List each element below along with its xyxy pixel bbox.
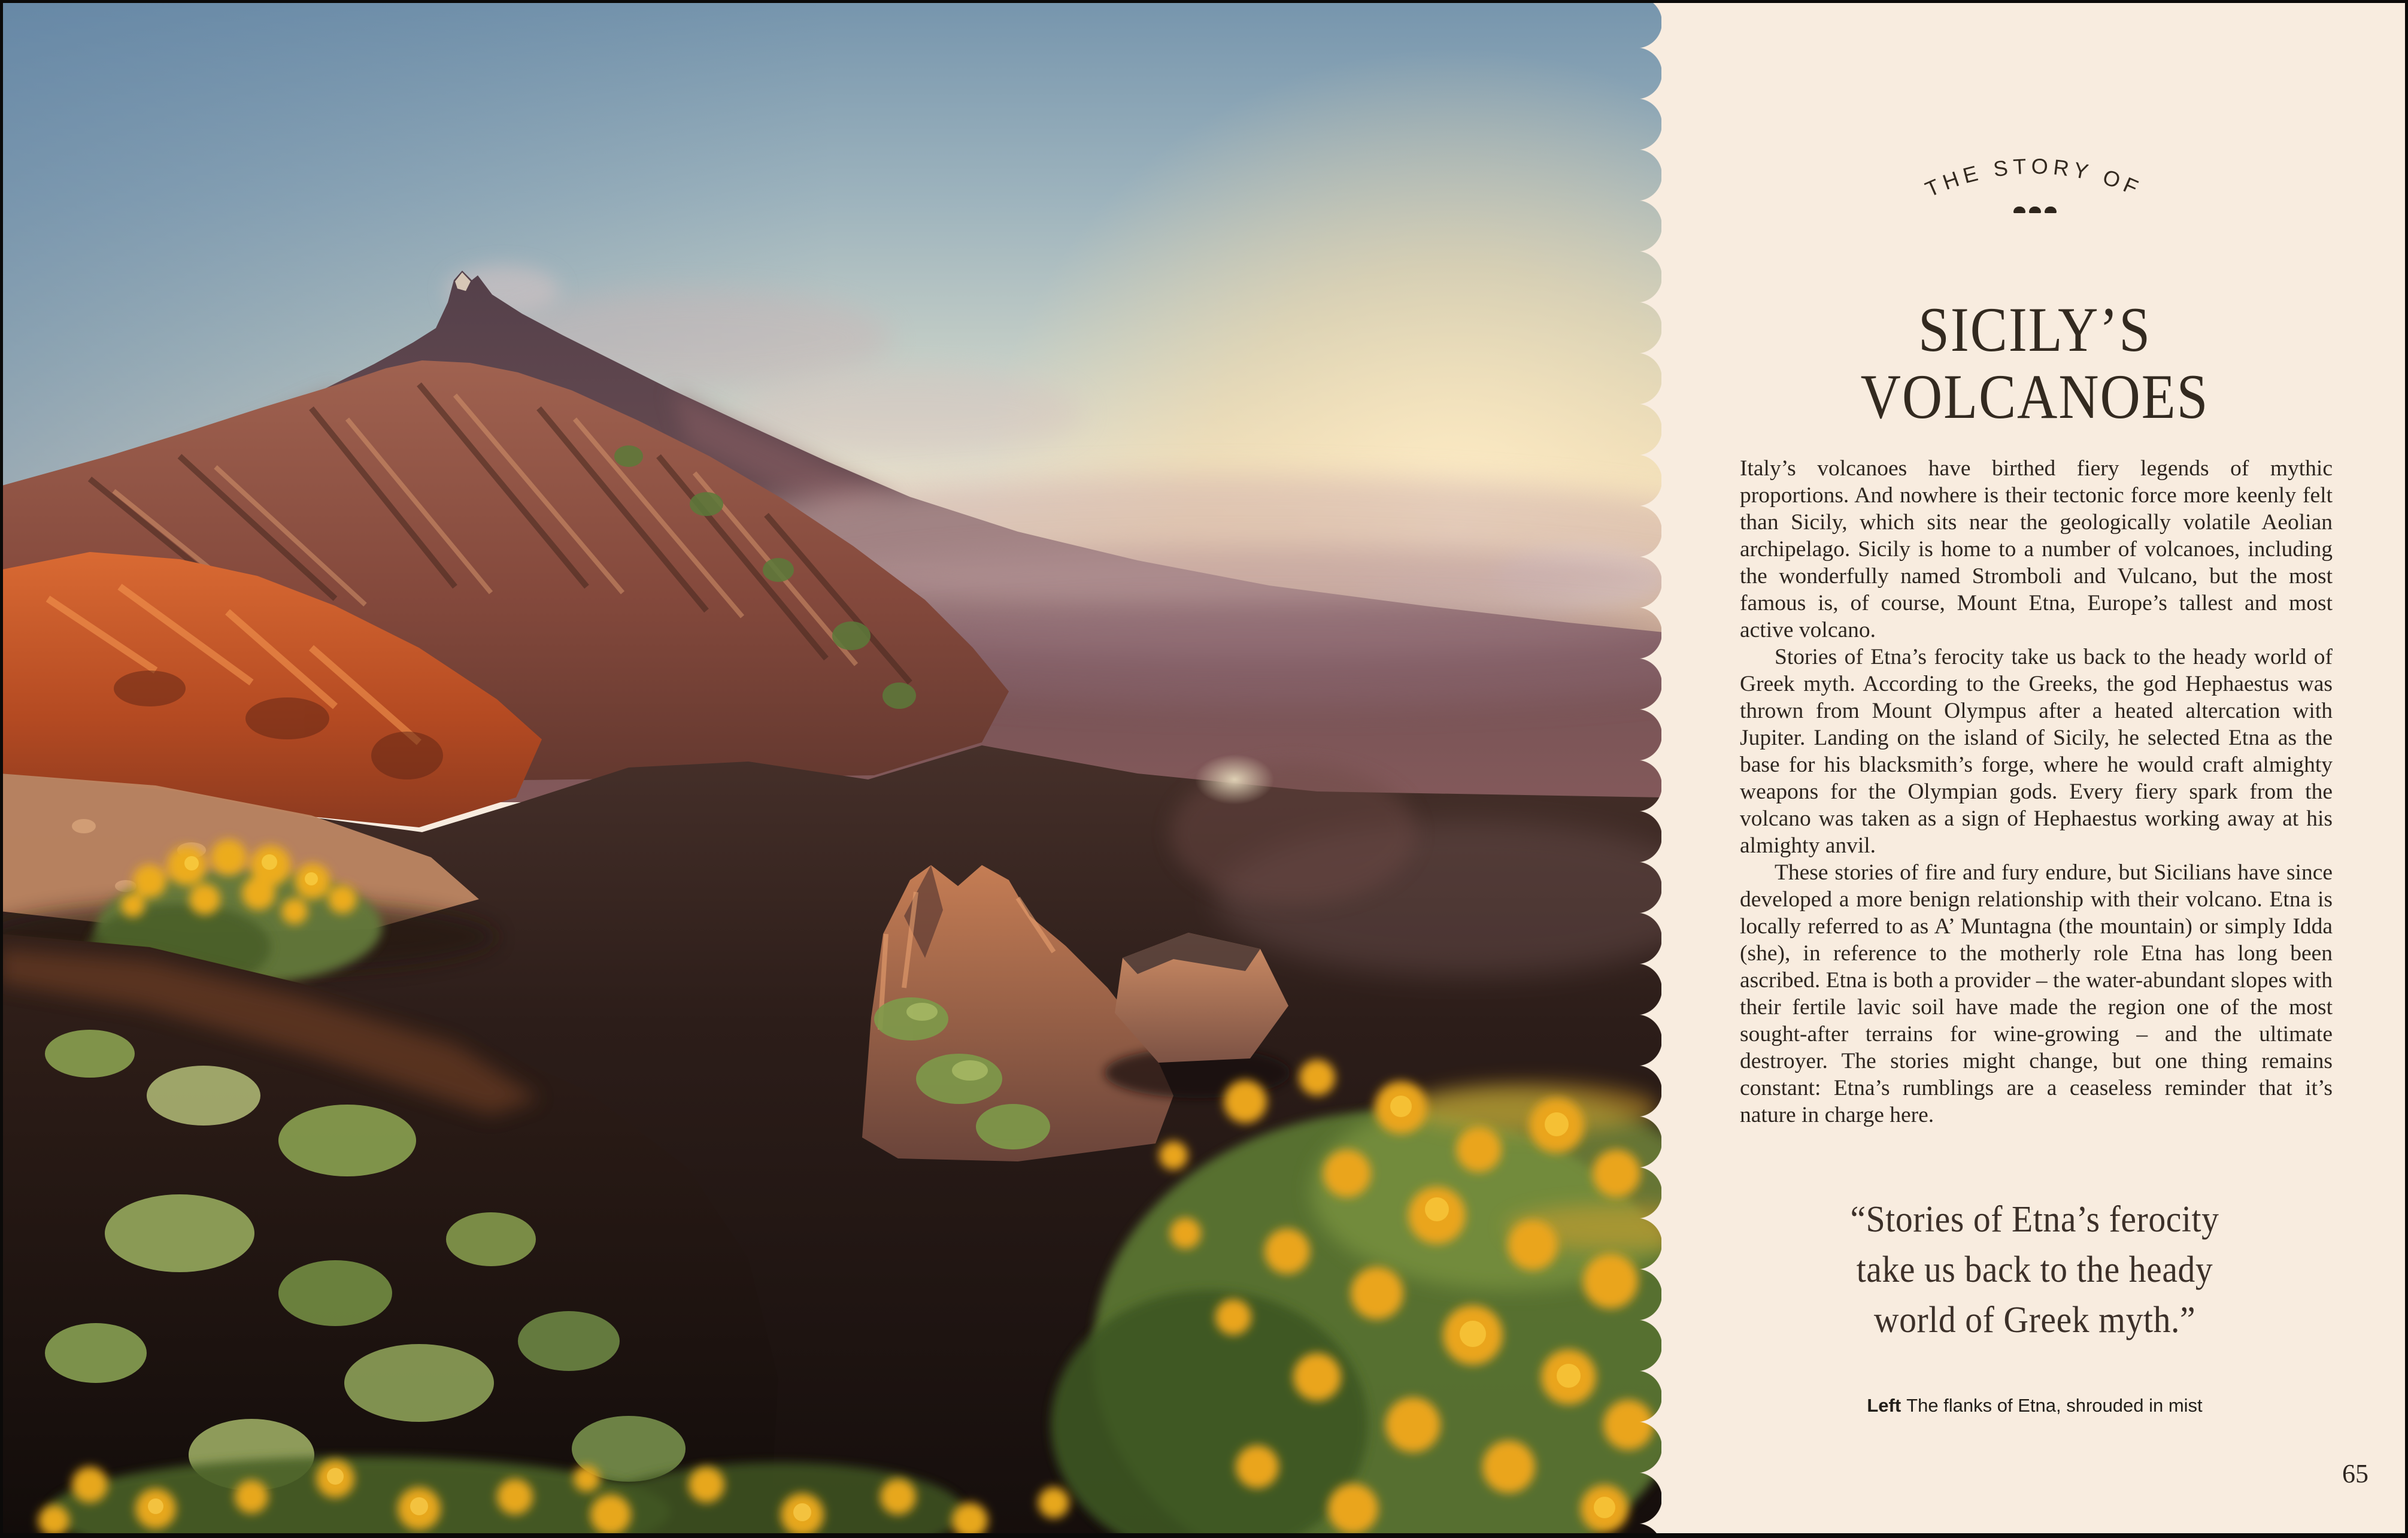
dot-icon: [2045, 207, 2057, 213]
page-number: 65: [2342, 1459, 2368, 1488]
dot-icon: [2013, 207, 2025, 213]
paragraph: Italy’s volcanoes have birthed fiery legends of mythic proportions. And nowhere is their tectonic force more keenly felt than Sicily, which sits near the geologically volatile Aeolian archipelago. Sicily is home to a number of volcanoes, including the wonderfully named Stromboli and Vulcano, but the most famous is, of course, Mount Etna, Europe’s tallest and most active volcano.: [1740, 456, 2333, 642]
pull-quote-line: take us back to the heady: [1856, 1249, 2213, 1290]
paragraph: Stories of Etna’s ferocity take us back to the heady world of Greek myth. According to the Greeks, the god Hephaestus was thrown from Mount Olympus after a heated altercation with Jupiter. Landing on the island of Sicily, he selected Etna as the base for his blacksmith’s forge, where he would craft almighty weapons for the Olympian gods. Every fiery spark from the volcano was taken as a sign of Hephaestus working away at his almighty anvil.: [1740, 645, 2333, 858]
paragraph: These stories of fire and fury endure, but Sicilians have since developed a more benign relationship with their volcano. Etna is locally referred to as A’ Muntagna (the mountain) or simply Idda (she), in reference to the motherly role Etna has long been ascribed. Etna is both a provider – the water-abundant slopes with their fertile lavic soil have made the region one of the most sought-after terrains for wine-growing – and the ultimate destroyer. The stories might change, but one thing remains constant: Etna’s rumblings are a ceaseless reminder that it’s nature in charge here.: [1740, 860, 2333, 1127]
page-title: [1706, 296, 2363, 430]
boulder: [1105, 933, 1290, 1098]
title-line-2: VOLCANOES: [1860, 362, 2209, 432]
photo-caption: [1661, 1395, 2408, 1416]
kicker-dots: [1661, 207, 2408, 213]
caption-label: Left: [1867, 1395, 1901, 1416]
pull-quote: [1688, 1194, 2382, 1345]
title-line-1: SICILY’S: [1918, 295, 2152, 365]
ash-patch: [1195, 754, 1274, 805]
dot-icon: [2029, 207, 2041, 213]
scalloped-page-edge: [1636, 0, 1663, 1538]
kicker-text: THE STORY OF: [1921, 153, 2146, 202]
article-body: [1740, 455, 2333, 1129]
caption-text: The flanks of Etna, shrouded in mist: [1906, 1395, 2203, 1416]
pull-quote-line: world of Greek myth.”: [1873, 1300, 2196, 1340]
pull-quote-line: “Stories of Etna’s ferocity: [1850, 1199, 2219, 1240]
article-page: [1661, 0, 2408, 1538]
kicker-arc: [1884, 102, 2183, 239]
